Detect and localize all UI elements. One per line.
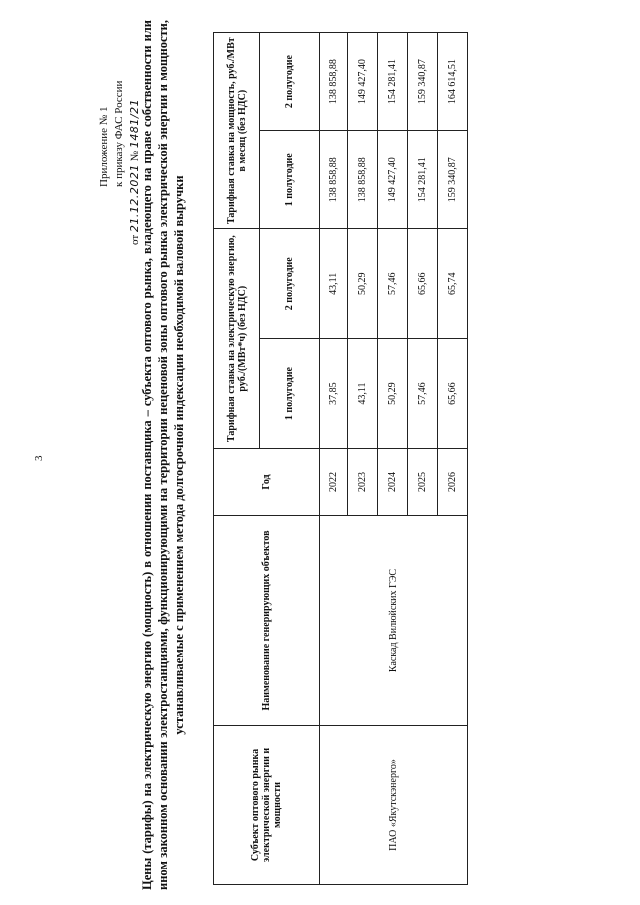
appendix-header — [97, 25, 143, 245]
energy-half1-cell: 50,29 — [378, 339, 408, 449]
header-power-half2: 2 полугодие — [260, 33, 320, 131]
number-prefix: № — [129, 150, 141, 162]
power-half1-cell: 159 340,87 — [438, 131, 468, 229]
energy-half2-cell: 50,29 — [348, 229, 378, 339]
appendix-title: Приложение № 1 — [98, 106, 110, 187]
power-half1-cell: 149 427,40 — [378, 131, 408, 229]
power-half2-cell: 149 427,40 — [348, 33, 378, 131]
energy-half2-cell: 43,11 — [320, 229, 348, 339]
energy-half1-cell: 37,85 — [320, 339, 348, 449]
year-cell: 2023 — [348, 449, 378, 516]
header-year: Год — [214, 449, 320, 516]
power-half2-cell: 154 281,41 — [378, 33, 408, 131]
power-half2-cell: 159 340,87 — [408, 33, 438, 131]
power-half1-cell: 138 858,88 — [348, 131, 378, 229]
date-prefix: от — [129, 234, 141, 245]
energy-half1-cell: 43,11 — [348, 339, 378, 449]
year-cell: 2022 — [320, 449, 348, 516]
power-half1-cell: 154 281,41 — [408, 131, 438, 229]
energy-half2-cell: 65,66 — [408, 229, 438, 339]
table-row — [320, 33, 348, 885]
year-cell: 2025 — [408, 449, 438, 516]
header-energy-half2: 2 полугодие — [260, 229, 320, 339]
energy-half2-cell: 65,74 — [438, 229, 468, 339]
energy-half1-cell: 65,66 — [438, 339, 468, 449]
object-cell: Каскад Вилюйских ГЭС — [320, 516, 468, 726]
power-half1-cell: 138 858,88 — [320, 131, 348, 229]
page-number: 3 — [33, 455, 45, 461]
header-power-half1: 1 полугодие — [260, 131, 320, 229]
document-title: Цены (тарифы) на электрическую энергию (мощность) в отношении поставщика – субъекта оптового рынка, владеющего на праве собственности или ином законном основании электростанциями, функционирующими на территории неценовой зоны оптового рынка электрической энергии и мощности, устанавливаемые с применением метода долгосрочной индексации необходимой валовой выручки — [140, 20, 186, 890]
subject-cell: ПАО «Якутскэнерго» — [320, 726, 468, 885]
year-cell: 2026 — [438, 449, 468, 516]
power-half2-cell: 138 858,88 — [320, 33, 348, 131]
header-object: Наименование генерирующих объектов — [214, 516, 320, 726]
handwritten-number: 1481/21 — [128, 98, 141, 149]
energy-half1-cell: 57,46 — [408, 339, 438, 449]
header-energy-half1: 1 полугодие — [260, 339, 320, 449]
header-energy-rate: Тарифная ставка на электрическую энергию, руб./(МВт*ч) (без НДС) — [214, 229, 260, 449]
header-power-rate: Тарифная ставка на мощность, руб./МВт в месяц (без НДС) — [214, 33, 260, 229]
year-cell: 2024 — [378, 449, 408, 516]
handwritten-date: 21.12.2021 — [128, 164, 141, 233]
energy-half2-cell: 57,46 — [378, 229, 408, 339]
appendix-order-ref: к приказу ФАС России — [113, 80, 125, 187]
power-half2-cell: 164 614,51 — [438, 33, 468, 131]
tariff-table — [213, 32, 468, 885]
header-subject: Субъект оптового рынка электрической энергии и мощности — [214, 726, 320, 885]
